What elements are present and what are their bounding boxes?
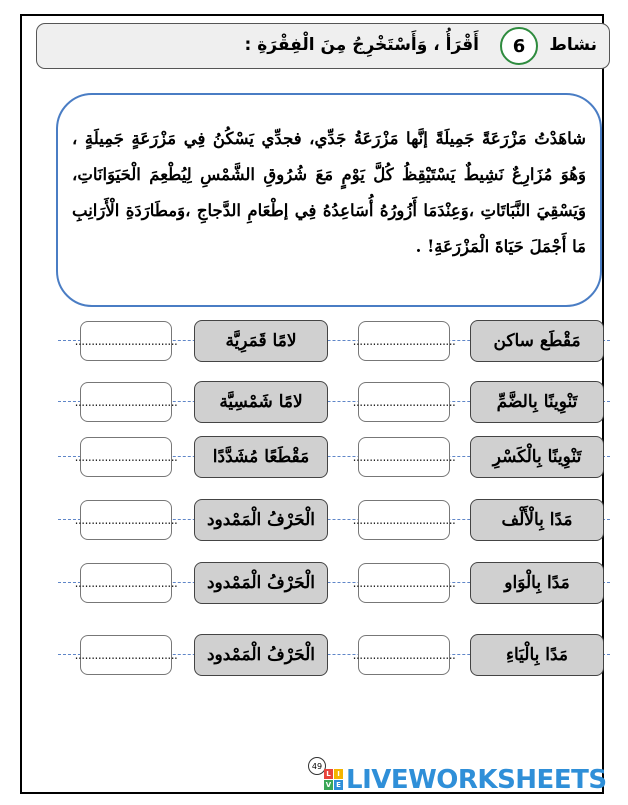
logo-letter: L: [324, 769, 333, 779]
activity-instruction: أَقْرَأُ ، وَأَسْتَخْرِجُ مِنَ الْفِقْرَةِ :: [244, 35, 479, 55]
reading-passage-text: شاهَدْتُ مَزْرَعَةً جَمِيلَةً إنَّها مَزْرَعَةُ جَدِّي، فجدِّي يَسْكُنُ فِي مَزْرَعَةٍ جَمِيلَةٍ ، وَهُوَ مُزَارِعٌ نَشِيطٌ يَسْتَيْقِظُ كُلَّ يَوْمٍ مَعَ شُرُوقِ الشَّمْسِ لِيُطْعِمَ الْحَيَوَانَاتِ، وَيَسْقِيَ النَّبَاتَاتِ ،وَعِنْدَمَا أَزُورُهُ أُسَاعِدُهُ فِي إطْعَامِ الدَّجاجِ ،وَمطَارَدَةِ الْأَرَانِبِ مَا أَجْمَلَ حَيَاةَ الْمَزْرَعَةِ! .: [72, 129, 586, 256]
activity-label: نشاط: [549, 35, 597, 55]
answer-blank-left[interactable]: ...............................: [80, 500, 172, 540]
activity-header: [36, 23, 610, 69]
liveworksheets-logo-icon: [324, 769, 344, 791]
logo-letter: V: [325, 781, 332, 789]
footer: [308, 757, 614, 797]
answer-blank-right[interactable]: ...............................: [358, 437, 450, 477]
logo-letter: E: [334, 780, 343, 790]
category-label-right: مَدًا بِالْيَاءِ: [470, 634, 604, 676]
logo-letter: I: [334, 769, 343, 779]
answer-blank-left[interactable]: ...............................: [80, 321, 172, 361]
answer-blank-left[interactable]: ...............................: [80, 563, 172, 603]
answer-blank-left[interactable]: ...............................: [80, 382, 172, 422]
answer-blank-right[interactable]: ...............................: [358, 321, 450, 361]
reading-passage-box: [56, 93, 602, 307]
category-label-left: لامًا قَمَرِيَّة: [194, 320, 328, 362]
answer-blank-right[interactable]: ...............................: [358, 500, 450, 540]
category-label-left: مَقْطَعًا مُشَدَّدًا: [194, 436, 328, 478]
answer-blank-left[interactable]: ...............................: [80, 635, 172, 675]
answer-blank-left[interactable]: ...............................: [80, 437, 172, 477]
category-label-right: مَدًا بِالْأَلْف: [470, 499, 604, 541]
category-label-left: الْحَرْفُ الْمَمْدود: [194, 562, 328, 604]
activity-number-badge: 6: [500, 27, 538, 65]
category-label-right: مَدًا بِالْوَاو: [470, 562, 604, 604]
answer-blank-right[interactable]: ...............................: [358, 382, 450, 422]
category-label-left: الْحَرْفُ الْمَمْدود: [194, 634, 328, 676]
category-label-left: لامًا شَمْسِيَّة: [194, 381, 328, 423]
answer-blank-right[interactable]: ...............................: [358, 563, 450, 603]
category-label-left: الْحَرْفُ الْمَمْدود: [194, 499, 328, 541]
page-number: 49: [308, 757, 326, 775]
category-label-right: مَقْطَع ساكن: [470, 320, 604, 362]
liveworksheets-brand: LIVEWORKSHEETS: [346, 765, 607, 795]
category-label-right: تَنْوِينًا بِالضَّمِّ: [470, 381, 604, 423]
answer-blank-right[interactable]: ...............................: [358, 635, 450, 675]
category-label-right: تَنْوِينًا بِالْكَسْرِ: [470, 436, 604, 478]
